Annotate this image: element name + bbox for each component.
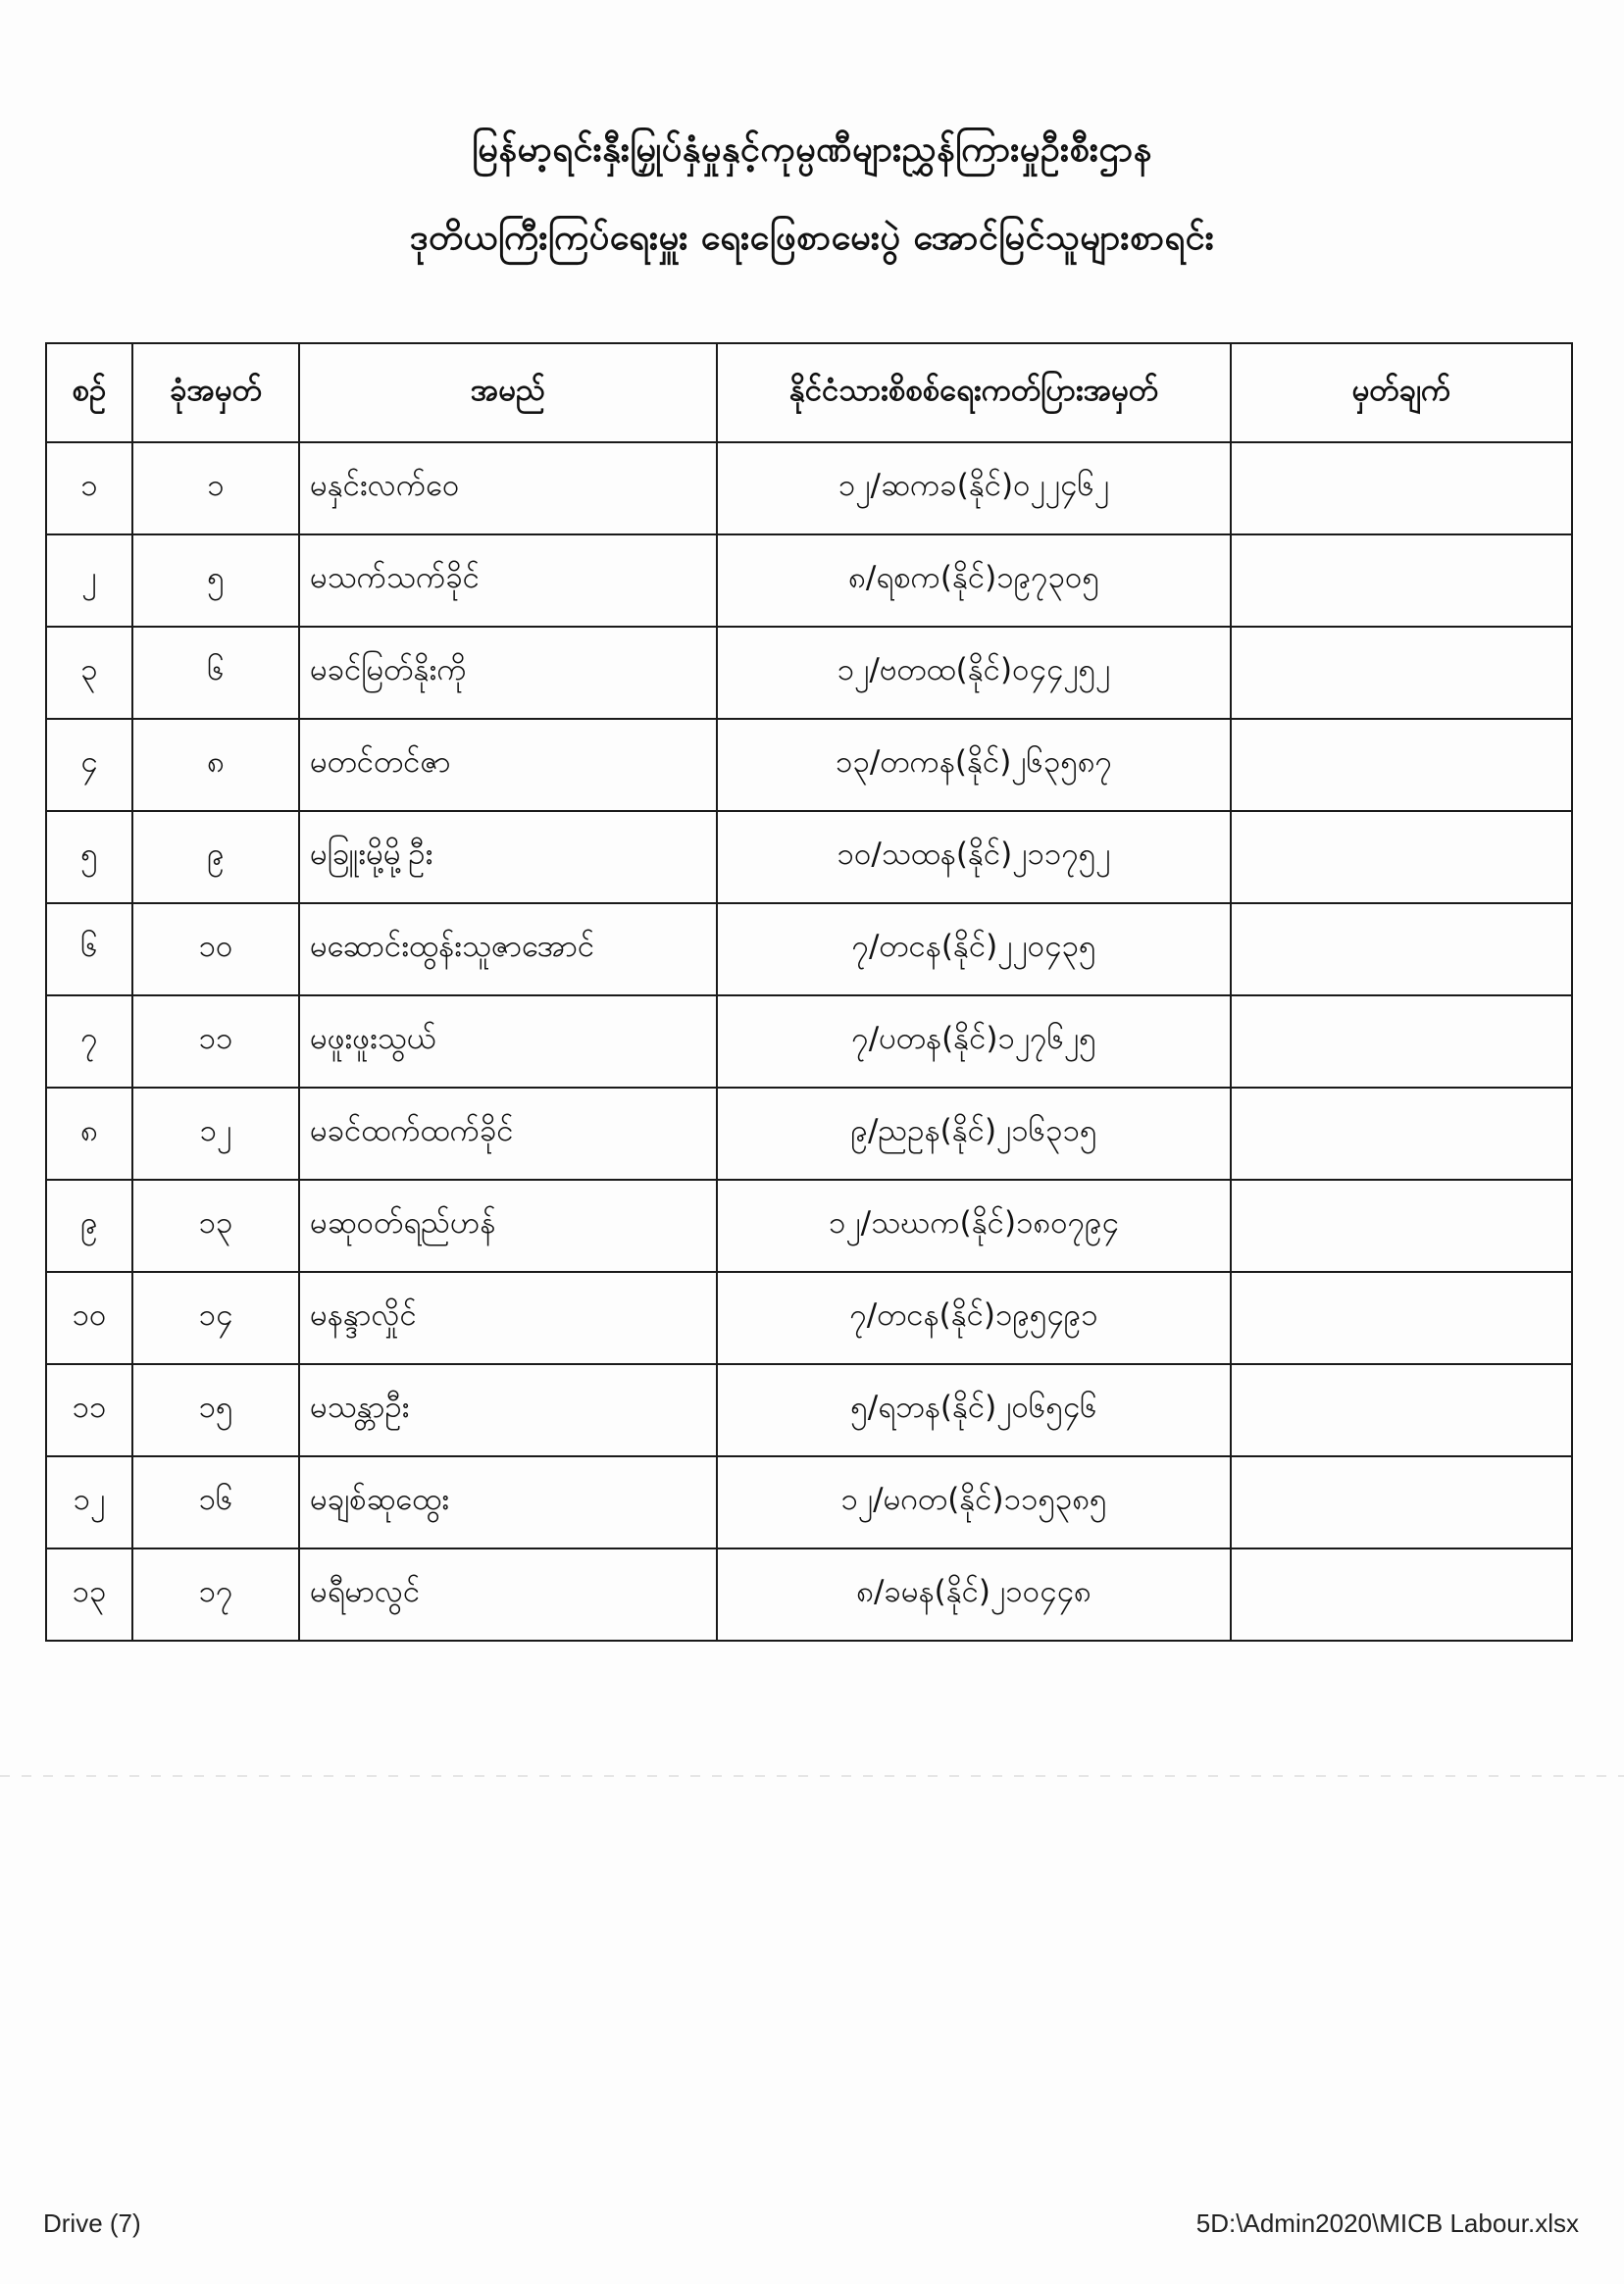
cell-nrc: ၁၂/ဆကခ(နိုင်)၀၂၂၄၆၂ bbox=[717, 442, 1231, 534]
table-row bbox=[46, 903, 1572, 995]
cell-remark bbox=[1231, 903, 1572, 995]
cell-remark bbox=[1231, 811, 1572, 903]
column-header-nrc: နိုင်ငံသားစိစစ်ရေးကတ်ပြားအမှတ် bbox=[717, 343, 1231, 442]
cell-nrc: ၁၂/သဃက(နိုင်)၁၈၀၇၉၄ bbox=[717, 1180, 1231, 1272]
cell-roll-number: ၆ bbox=[132, 627, 299, 719]
table-row bbox=[46, 1456, 1572, 1548]
cell-remark bbox=[1231, 1364, 1572, 1456]
cell-remark bbox=[1231, 534, 1572, 627]
cell-name: မခင်မြတ်နိုးကို bbox=[299, 627, 717, 719]
cell-name: မခြူးမို့မို့ဦး bbox=[299, 811, 717, 903]
cell-name: မနန္ဒာလှိုင် bbox=[299, 1272, 717, 1364]
table-row bbox=[46, 719, 1572, 811]
cell-serial: ၉ bbox=[46, 1180, 132, 1272]
column-header-remark: မှတ်ချက် bbox=[1231, 343, 1572, 442]
cell-remark bbox=[1231, 1456, 1572, 1548]
cell-roll-number: ၅ bbox=[132, 534, 299, 627]
cell-nrc: ၉/ညဥန(နိုင်)၂၁၆၃၁၅ bbox=[717, 1088, 1231, 1180]
cell-serial: ၇ bbox=[46, 995, 132, 1088]
cell-nrc: ၇/တငန(နိုင်)၁၉၅၄၉၁ bbox=[717, 1272, 1231, 1364]
cell-serial: ၁၀ bbox=[46, 1272, 132, 1364]
table-row bbox=[46, 1088, 1572, 1180]
cell-roll-number: ၁၃ bbox=[132, 1180, 299, 1272]
cell-name: မရီမာလွင် bbox=[299, 1548, 717, 1641]
cell-serial: ၆ bbox=[46, 903, 132, 995]
table-row bbox=[46, 1548, 1572, 1641]
cell-remark bbox=[1231, 719, 1572, 811]
cell-serial: ၁ bbox=[46, 442, 132, 534]
cell-roll-number: ၁၁ bbox=[132, 995, 299, 1088]
cell-remark bbox=[1231, 442, 1572, 534]
table-row bbox=[46, 1272, 1572, 1364]
cell-remark bbox=[1231, 1548, 1572, 1641]
cell-serial: ၈ bbox=[46, 1088, 132, 1180]
document-title: မြန်မာ့ရင်းနှီးမြှုပ်နှံမှုနှင့်ကုမ္ပဏီများညွှန်ကြားမှုဦးစီးဌာန bbox=[472, 129, 1152, 170]
cell-name: မချစ်ဆုထွေး bbox=[299, 1456, 717, 1548]
cell-roll-number: ၁၇ bbox=[132, 1548, 299, 1641]
cell-name: မဖူးဖူးသွယ် bbox=[299, 995, 717, 1088]
table-row bbox=[46, 1180, 1572, 1272]
cell-roll-number: ၁၆ bbox=[132, 1456, 299, 1548]
results-table bbox=[45, 342, 1573, 1642]
table-body bbox=[46, 442, 1572, 1641]
cell-name: မဆောင်းထွန်းသူဇာအောင် bbox=[299, 903, 717, 995]
cell-name: မနှင်းလက်ဝေ bbox=[299, 442, 717, 534]
cell-serial: ၅ bbox=[46, 811, 132, 903]
cell-name: မခင်ထက်ထက်ခိုင် bbox=[299, 1088, 717, 1180]
cell-serial: ၁၃ bbox=[46, 1548, 132, 1641]
table-header-row bbox=[46, 343, 1572, 442]
cell-name: မသန္တာဦး bbox=[299, 1364, 717, 1456]
cell-remark bbox=[1231, 1180, 1572, 1272]
table-row bbox=[46, 627, 1572, 719]
cell-serial: ၂ bbox=[46, 534, 132, 627]
cell-roll-number: ၁၀ bbox=[132, 903, 299, 995]
paper-fold-line bbox=[0, 1775, 1624, 1777]
table-row bbox=[46, 811, 1572, 903]
table-row bbox=[46, 442, 1572, 534]
cell-nrc: ၁၂/မဂတ(နိုင်)၁၁၅၃၈၅ bbox=[717, 1456, 1231, 1548]
table-row bbox=[46, 534, 1572, 627]
cell-nrc: ၁၃/တကန(နိုင်)၂၆၃၅၈၇ bbox=[717, 719, 1231, 811]
footer-file-path: 5D:\Admin2020\MICB Labour.xlsx bbox=[1195, 2208, 1579, 2238]
cell-name: မတင်တင်ဇာ bbox=[299, 719, 717, 811]
table-row bbox=[46, 995, 1572, 1088]
cell-nrc: ၁၀/သထန(နိုင်)၂၁၁၇၅၂ bbox=[717, 811, 1231, 903]
cell-remark bbox=[1231, 627, 1572, 719]
column-header-name: အမည် bbox=[299, 343, 717, 442]
cell-remark bbox=[1231, 995, 1572, 1088]
cell-remark bbox=[1231, 1088, 1572, 1180]
cell-serial: ၁၂ bbox=[46, 1456, 132, 1548]
cell-serial: ၁၁ bbox=[46, 1364, 132, 1456]
cell-nrc: ၇/ပတန(နိုင်)၁၂၇၆၂၅ bbox=[717, 995, 1231, 1088]
cell-nrc: ၈/ရစက(နိုင်)၁၉၇၃၀၅ bbox=[717, 534, 1231, 627]
cell-nrc: ၁၂/ဗတထ(နိုင်)၀၄၄၂၅၂ bbox=[717, 627, 1231, 719]
cell-name: မသက်သက်ခိုင် bbox=[299, 534, 717, 627]
cell-nrc: ၅/ရဘန(နိုင်)၂၀၆၅၄၆ bbox=[717, 1364, 1231, 1456]
cell-nrc: ၇/တငန(နိုင်)၂၂၀၄၃၅ bbox=[717, 903, 1231, 995]
cell-remark bbox=[1231, 1272, 1572, 1364]
cell-name: မဆုဝတ်ရည်ဟန် bbox=[299, 1180, 717, 1272]
cell-roll-number: ၁၅ bbox=[132, 1364, 299, 1456]
cell-serial: ၃ bbox=[46, 627, 132, 719]
cell-serial: ၄ bbox=[46, 719, 132, 811]
cell-roll-number: ၁၂ bbox=[132, 1088, 299, 1180]
cell-roll-number: ၈ bbox=[132, 719, 299, 811]
footer-drive-label: Drive (7) bbox=[43, 2208, 141, 2238]
column-header-serial: စဉ် bbox=[46, 343, 132, 442]
cell-roll-number: ၁၄ bbox=[132, 1272, 299, 1364]
table-row bbox=[46, 1364, 1572, 1456]
column-header-roll-number: ခုံအမှတ် bbox=[132, 343, 299, 442]
cell-nrc: ၈/ခမန(နိုင်)၂၁၀၄၄၈ bbox=[717, 1548, 1231, 1641]
cell-roll-number: ၉ bbox=[132, 811, 299, 903]
document-subtitle: ဒုတိယကြီးကြပ်ရေးမှူး ရေးဖြေစာမေးပွဲ အောင်မြင်သူများစာရင်း bbox=[409, 218, 1215, 258]
cell-roll-number: ၁ bbox=[132, 442, 299, 534]
